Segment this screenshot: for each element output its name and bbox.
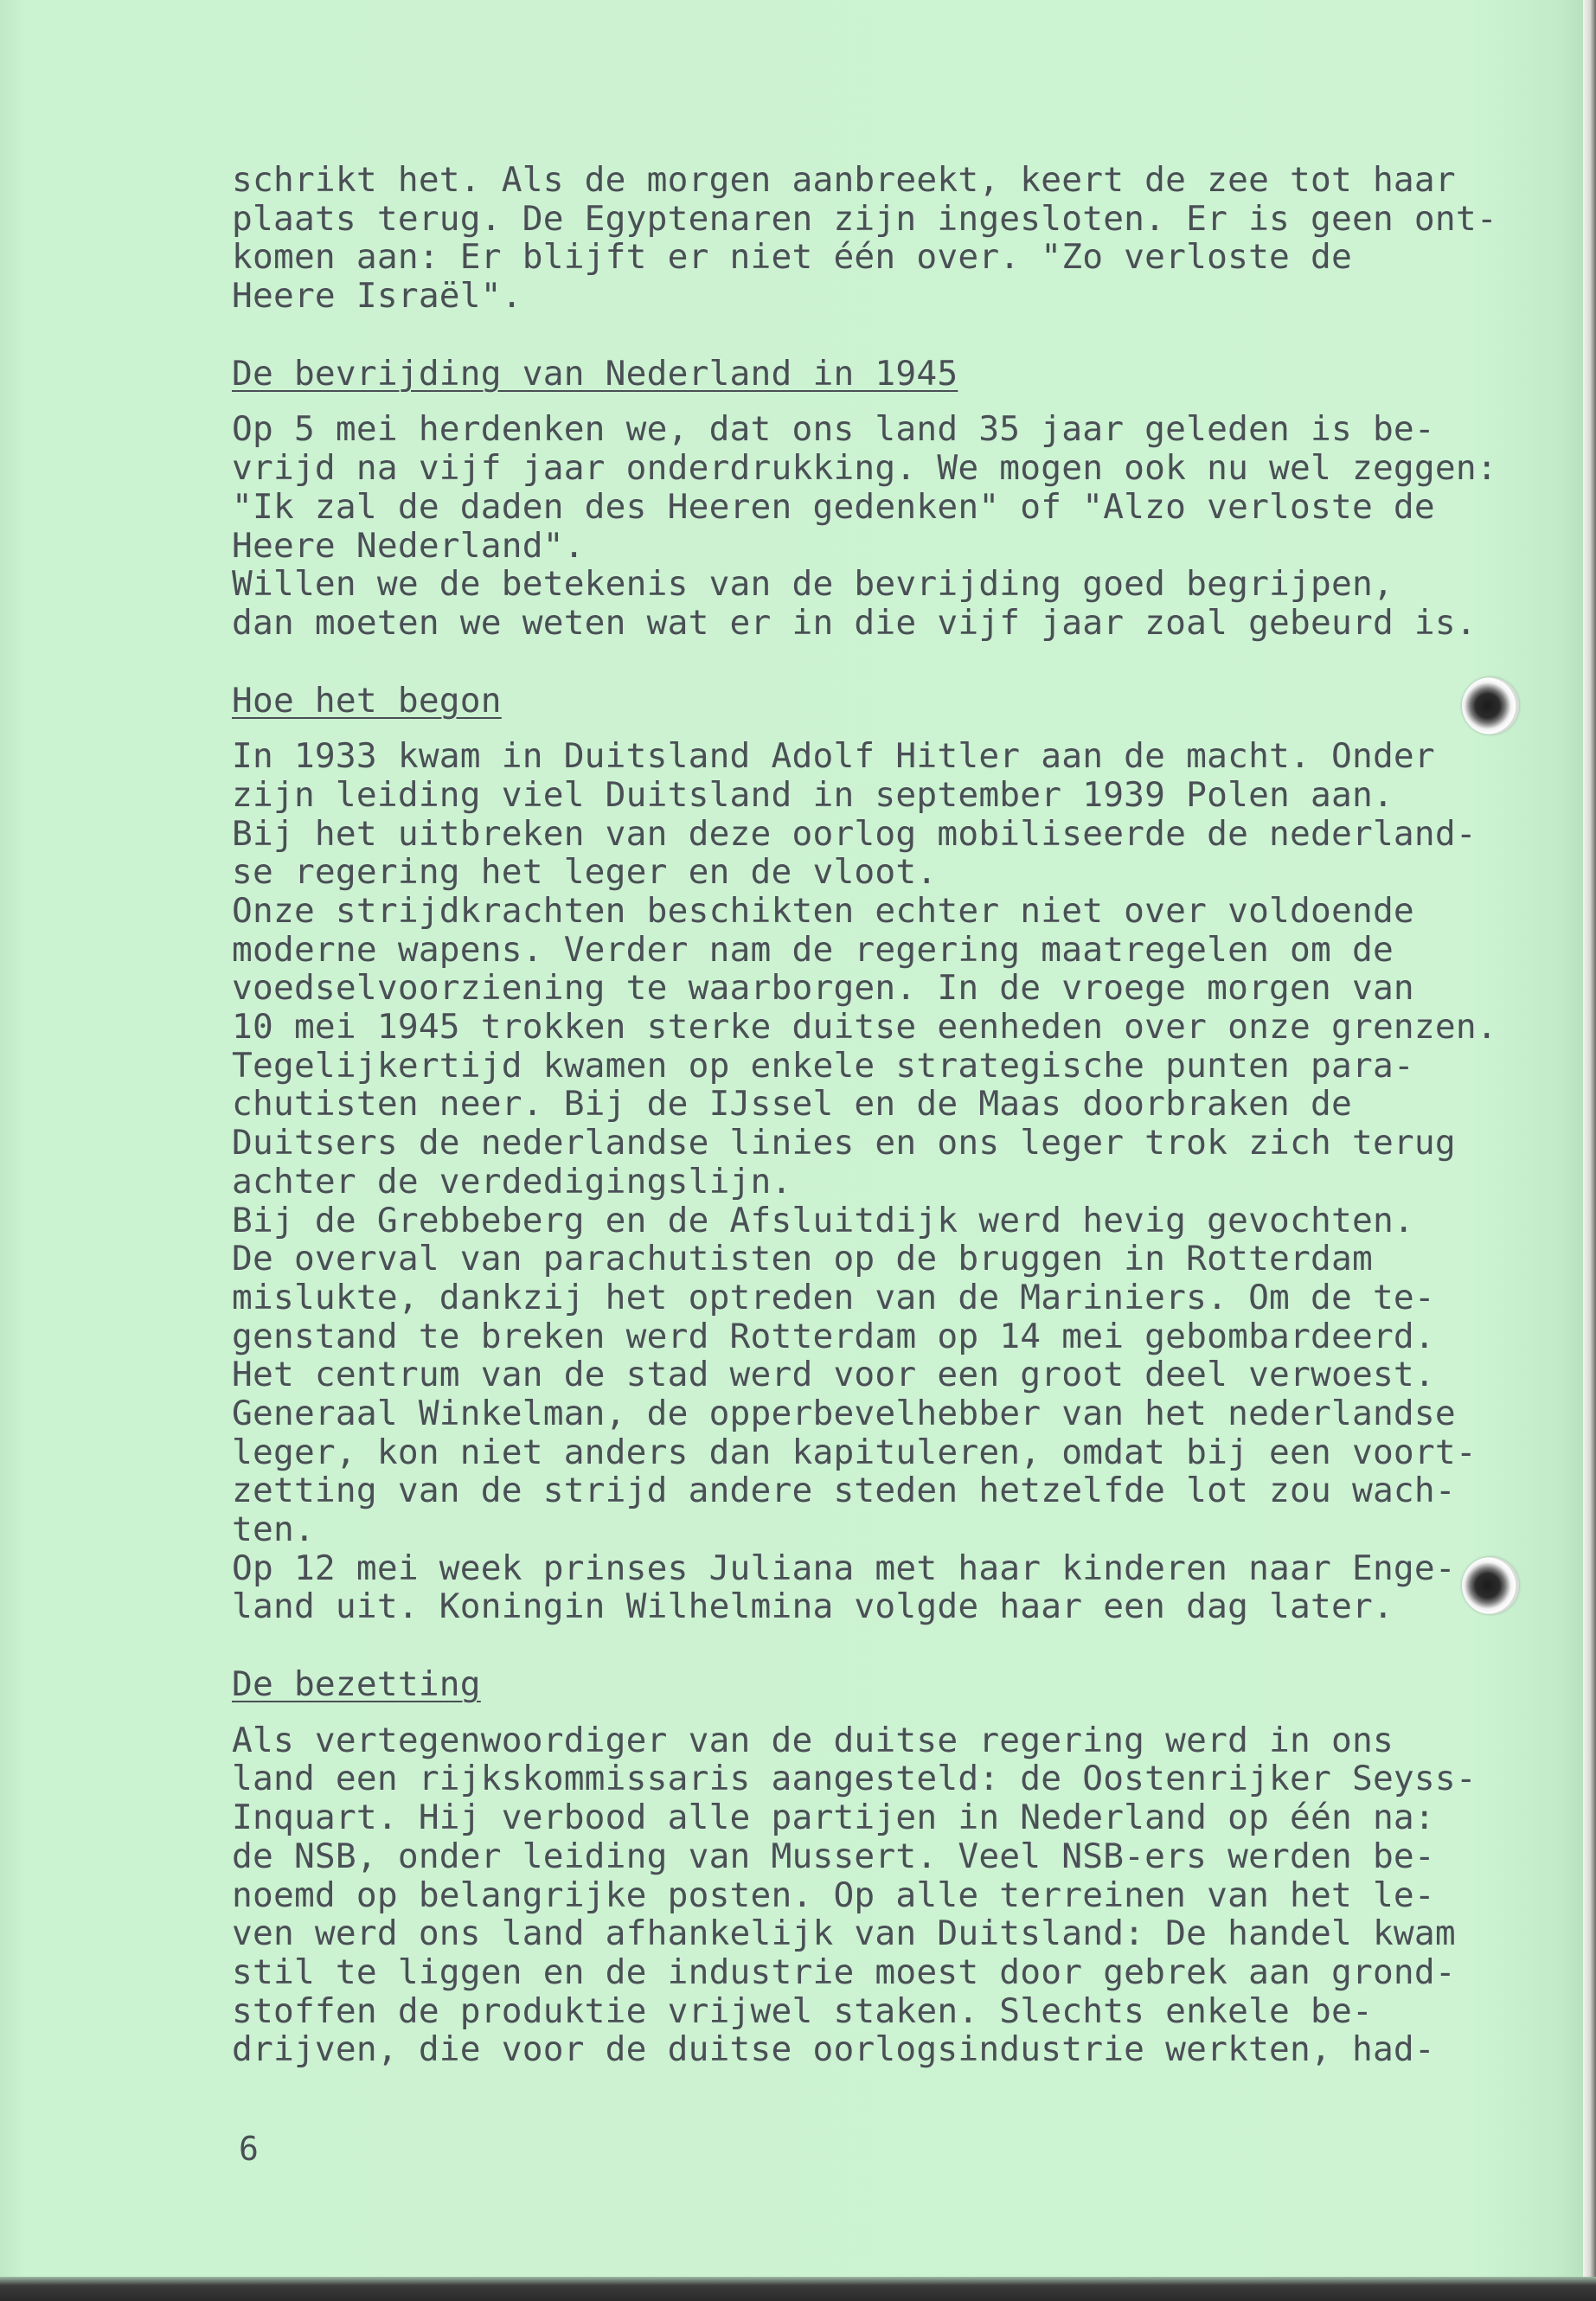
text-line: komen aan: Er blijft er niet één over. "Zo verloste de [232, 237, 1352, 278]
section-bevrijding [232, 353, 1497, 643]
section-heading: De bezetting [232, 1664, 481, 1705]
text-line: zijn leiding viel Duitsland in september 1939 Polen aan. [232, 774, 1394, 815]
text-line: De overval van parachutisten op de bruggen in Rotterdam [232, 1239, 1373, 1279]
punch-hole-top [1462, 677, 1519, 734]
text-line: "Ik zal de daden des Heeren gedenken" of "Alzo verloste de [232, 486, 1435, 527]
text-line: land een rijkskommissaris aangesteld: de Oostenrijker Seyss- [232, 1759, 1477, 1799]
text-line: stoffen de produktie vrijwel staken. Slechts enkele be- [232, 1990, 1373, 2031]
text-line: land uit. Koningin Wilhelmina volgde haar een dag later. [232, 1586, 1394, 1627]
scan-edge-right [1583, 0, 1596, 2301]
text-line: moderne wapens. Verder nam de regering maatregelen om de [232, 929, 1394, 970]
page-number: 6 [239, 2130, 259, 2168]
intro-paragraph [232, 160, 1497, 317]
scan-edge-bottom [0, 2277, 1596, 2301]
text-line: In 1933 kwam in Duitsland Adolf Hitler aan de macht. Onder [232, 736, 1435, 777]
text-line: achter de verdedigingslijn. [232, 1161, 792, 1202]
text-line: se regering het leger en de vloot. [232, 852, 938, 893]
text-line: 10 mei 1945 trokken sterke duitse eenheden over onze grenzen. [232, 1007, 1497, 1048]
text-line: Op 12 mei week prinses Juliana met haar kinderen naar Enge- [232, 1548, 1456, 1588]
text-line: mislukte, dankzij het optreden van de Mariniers. Om de te- [232, 1277, 1435, 1317]
text-line: Als vertegenwoordiger van de duitse regering werd in ons [232, 1720, 1394, 1760]
section-heading: Hoe het begon [232, 680, 502, 721]
section-heading: De bevrijding van Nederland in 1945 [232, 353, 958, 394]
text-line: Generaal Winkelman, de opperbevelhebber van het nederlandse [232, 1393, 1456, 1433]
text-line: zetting van de strijd andere steden hetzelfde lot zou wach- [232, 1471, 1456, 1511]
text-line: Heere Israël". [232, 276, 522, 317]
text-line: Willen we de betekenis van de bevrijding goed begrijpen, [232, 564, 1394, 605]
text-line: Onze strijdkrachten beschikten echter niet over voldoende [232, 891, 1414, 931]
text-line: vrijd na vijf jaar onderdrukking. We mogen ook nu wel zeggen: [232, 448, 1497, 489]
section-hoe-het-begon [232, 680, 1497, 1627]
text-line: Duitsers de nederlandse linies en ons leger trok zich terug [232, 1123, 1456, 1163]
text-line: Bij de Grebbeberg en de Afsluitdijk werd hevig gevochten. [232, 1200, 1414, 1240]
page-text [232, 160, 1497, 2070]
text-line: plaats terug. De Egyptenaren zijn ingesloten. Er is geen ont- [232, 198, 1497, 239]
text-line: ten. [232, 1509, 315, 1549]
text-line: Heere Nederland". [232, 525, 585, 566]
text-line: dan moeten we weten wat er in die vijf jaar zoal gebeurd is. [232, 602, 1477, 643]
text-line: ven werd ons land afhankelijk van Duitsland: De handel kwam [232, 1913, 1456, 1954]
text-line: Inquart. Hij verbood alle partijen in Nederland op één na: [232, 1798, 1435, 1838]
text-line: Tegelijkertijd kwamen op enkele strategische punten para- [232, 1045, 1414, 1086]
section-bezetting [232, 1664, 1477, 2070]
text-line: schrikt het. Als de morgen aanbreekt, keert de zee tot haar [232, 160, 1456, 200]
punch-hole-bottom [1462, 1557, 1519, 1614]
text-line: leger, kon niet anders dan kapituleren, omdat bij een voort- [232, 1432, 1477, 1472]
text-line: noemd op belangrijke posten. Op alle terreinen van het le- [232, 1875, 1435, 1915]
text-line: voedselvoorziening te waarborgen. In de vroege morgen van [232, 968, 1414, 1009]
text-line: de NSB, onder leiding van Mussert. Veel NSB-ers werden be- [232, 1836, 1435, 1876]
text-line: Op 5 mei herdenken we, dat ons land 35 jaar geleden is be- [232, 409, 1435, 450]
text-line: Bij het uitbreken van deze oorlog mobiliseerde de nederland- [232, 813, 1477, 854]
text-line: stil te liggen en de industrie moest door gebrek aan grond- [232, 1952, 1456, 1992]
text-line: drijven, die voor de duitse oorlogsindustrie werkten, had- [232, 2029, 1435, 2070]
text-line: genstand te breken werd Rotterdam op 14 mei gebombardeerd. [232, 1316, 1435, 1356]
text-line: chutisten neer. Bij de IJssel en de Maas doorbraken de [232, 1084, 1352, 1125]
text-line: Het centrum van de stad werd voor een groot deel verwoest. [232, 1355, 1435, 1395]
